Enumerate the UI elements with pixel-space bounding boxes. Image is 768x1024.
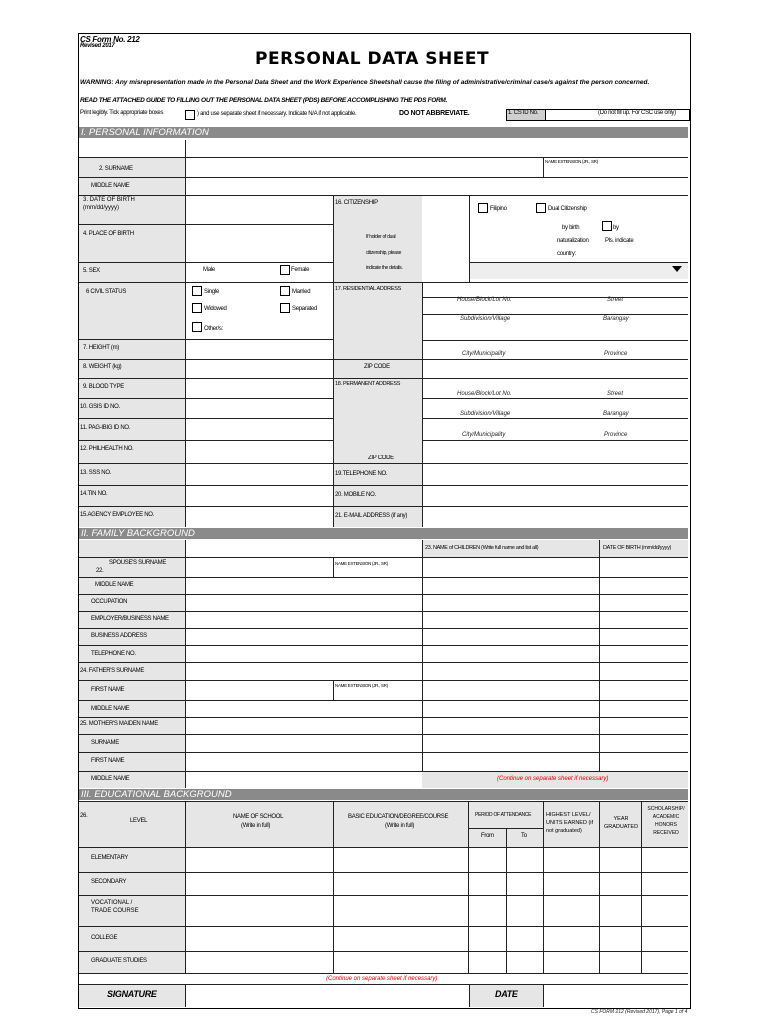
edu-course-sub: (Write in full) bbox=[385, 823, 415, 829]
male-label: Male bbox=[203, 267, 215, 273]
weight-label: 8. WEIGHT (kg) bbox=[83, 364, 122, 370]
father-first-label: FIRST NAME bbox=[91, 687, 125, 693]
business-address-label: BUSINESS ADDRESS bbox=[91, 633, 147, 639]
edu-level-header: LEVEL bbox=[130, 818, 148, 824]
edu-row-secondary: SECONDARY bbox=[91, 879, 127, 885]
signature-label: SIGNATURE bbox=[107, 989, 157, 999]
pagibig-label: 11. PAG-IBIG ID NO. bbox=[80, 425, 131, 431]
edu-num: 26. bbox=[80, 813, 88, 819]
edu-course-header: BASIC EDUCATION/DEGREE/COURSE bbox=[348, 814, 449, 820]
edu-school-sub: (Write in full) bbox=[241, 823, 271, 829]
signature-field[interactable] bbox=[186, 985, 468, 1007]
edu-to-header: To bbox=[521, 833, 527, 839]
by-birth-label: by birth bbox=[562, 225, 580, 231]
res-address-label: 17. RESIDENTIAL ADDRESS bbox=[335, 286, 401, 292]
married-label: Married bbox=[292, 289, 311, 295]
footer-text: CS FORM 212 (Revised 2017), Page 1 of 4 bbox=[591, 1009, 688, 1015]
separated-label: Separated bbox=[292, 306, 317, 312]
edu-school-header: NAME OF SCHOOL bbox=[233, 814, 284, 820]
mother-first-label: FIRST NAME bbox=[91, 758, 125, 764]
tin-label: 14.TIN NO. bbox=[80, 491, 108, 497]
revised-label: Revised 2017 bbox=[80, 43, 115, 49]
edu-honors-header: SCHOLARSHIP/ ACADEMIC HONORS RECEIVED bbox=[647, 806, 685, 836]
employer-label: EMPLOYER/BUSINESS NAME bbox=[91, 616, 169, 622]
by-birth-checkbox[interactable] bbox=[602, 221, 612, 231]
mobile-label: 20. MOBILE NO. bbox=[335, 492, 376, 498]
perm-province-label: Province bbox=[604, 432, 628, 438]
res-subdivision-label: Subdivision/Village bbox=[460, 316, 511, 322]
separated-checkbox[interactable] bbox=[280, 303, 290, 313]
edu-row-elementary: ELEMENTARY bbox=[91, 855, 129, 861]
widowed-checkbox[interactable] bbox=[192, 303, 202, 313]
edu-year-header: YEAR GRADUATED bbox=[603, 816, 639, 830]
mother-surname-label: SURNAME bbox=[91, 740, 119, 746]
cs-id-label: 1. CS ID No. bbox=[508, 110, 539, 116]
res-barangay-label: Barangay bbox=[603, 316, 629, 322]
others-label: Other/s: bbox=[204, 326, 223, 332]
blood-type-label: 9. BLOOD TYPE bbox=[83, 384, 125, 390]
name-ext-label: NAME EXTENSION (JR., SR) bbox=[545, 159, 598, 164]
section-personal-header: I. PERSONAL INFORMATION bbox=[81, 127, 209, 138]
dob-label: 3. DATE OF BIRTH (mm/dd/yyyy) bbox=[83, 197, 135, 211]
perm-zip-label: ZIP CODE bbox=[368, 455, 394, 461]
female-label: Female bbox=[291, 267, 310, 273]
guide-text: READ THE ATTACHED GUIDE TO FILLING OUT THE PERSONAL DATA SHEET (PDS) BEFORE ACCOMPLISHING THE PDS FORM. bbox=[80, 97, 448, 104]
naturalization-label: naturalization bbox=[557, 238, 589, 244]
family-num22: 22. bbox=[96, 568, 104, 574]
dual-note-3: indicate the details. bbox=[366, 265, 403, 271]
by-nat-label: by bbox=[613, 225, 619, 231]
children-dob-label: DATE OF BIRTH (mm/dd/yyyy) bbox=[603, 545, 672, 551]
edu-row-college: COLLEGE bbox=[91, 935, 118, 941]
date-field[interactable] bbox=[544, 985, 688, 1007]
single-label: Single bbox=[204, 289, 219, 295]
agency-label: 15.AGENCY EMPLOYEE NO. bbox=[80, 512, 154, 518]
pls-indicate-label: Pls. indicate bbox=[605, 238, 634, 244]
res-house-label: House/Block/Lot No. bbox=[457, 297, 512, 303]
others-checkbox[interactable] bbox=[192, 322, 202, 332]
form-id: CS Form No. 212 bbox=[80, 35, 140, 44]
perm-address-label: 18. PERMANENT ADDRESS bbox=[335, 381, 401, 387]
perm-street-label: Street bbox=[607, 391, 624, 397]
country-dropdown[interactable] bbox=[469, 262, 688, 279]
civil-status-label: 6 CIVIL STATUS bbox=[86, 289, 127, 295]
edu-row-vocational: VOCATIONAL / TRADE COURSE bbox=[91, 900, 139, 914]
edu-from-header: From bbox=[481, 833, 494, 839]
occupation-label: OCCUPATION bbox=[91, 599, 128, 605]
philhealth-label: 12. PHILHEALTH NO. bbox=[80, 446, 134, 452]
dual-label: Dual Citizenship bbox=[548, 206, 587, 212]
education-continue-note: (Continue on separate sheet if necessary) bbox=[326, 976, 438, 982]
middle-name-label: MIDDLE NAME bbox=[91, 183, 130, 189]
height-label: 7. HEIGHT (m) bbox=[83, 345, 119, 351]
spouse-telephone-label: TELEPHONE NO. bbox=[91, 651, 136, 657]
email-label: 21. E-MAIL ADDRESS (if any) bbox=[335, 513, 408, 519]
tick-box-sample bbox=[185, 110, 195, 120]
csc-use-label: (Do not fill up. For CSC use only) bbox=[598, 110, 676, 116]
separate-sheet-text: ) and use separate sheet if necessary. Indicate N/A if not applicable. bbox=[197, 111, 357, 117]
perm-house-label: House/Block/Lot No. bbox=[457, 391, 512, 397]
country-label: country: bbox=[557, 251, 576, 257]
print-legibly: Print legibly. Tick appropriate boxes bbox=[80, 110, 164, 116]
date-label: DATE bbox=[495, 989, 518, 999]
dual-note-1: If holder of dual bbox=[366, 234, 396, 240]
pob-label: 4. PLACE OF BIRTH bbox=[83, 231, 134, 237]
father-name-ext: NAME EXTENSION (JR., SR) bbox=[335, 683, 388, 688]
res-province-label: Province bbox=[604, 351, 628, 357]
res-zip-label: ZIP CODE bbox=[364, 364, 390, 370]
dual-note-2: citizenship, please bbox=[366, 250, 402, 256]
chevron-down-icon[interactable] bbox=[672, 266, 682, 272]
section-family-header: II. FAMILY BACKGROUND bbox=[81, 528, 195, 539]
citizenship-label: 16. CITIZENSHIP bbox=[335, 200, 378, 206]
spouse-surname-label: SPOUSE'S SURNAME bbox=[109, 560, 167, 566]
spouse-middle-label: MIDDLE NAME bbox=[95, 582, 134, 588]
telephone-label: 19.TELEPHONE NO. bbox=[335, 471, 388, 477]
perm-subdivision-label: Subdivision/Village bbox=[460, 411, 511, 417]
family-continue-note: (Continue on separate sheet if necessary) bbox=[497, 776, 609, 782]
father-middle-label: MIDDLE NAME bbox=[91, 706, 130, 712]
gsis-label: 10. GSIS ID NO. bbox=[80, 404, 120, 410]
married-checkbox[interactable] bbox=[280, 286, 290, 296]
warning-text: WARNING: Any misrepresentation made in the Personal Data Sheet and the Work Experience Sheetshall cause the filing of administrative/criminal case/s against the person concerned. bbox=[80, 79, 650, 86]
surname-label: 2. SURNAME bbox=[99, 166, 133, 172]
mother-middle-label: MIDDLE NAME bbox=[91, 776, 130, 782]
perm-barangay-label: Barangay bbox=[603, 411, 629, 417]
res-street-label: Street bbox=[607, 297, 624, 303]
edu-row-graduate: GRADUATE STUDIES bbox=[91, 958, 147, 964]
mother-label: 25. MOTHER'S MAIDEN NAME bbox=[80, 721, 158, 727]
edu-highest-header: HIGHEST LEVEL/ UNITS EARNED (if not graduated) bbox=[546, 812, 594, 834]
sex-label: 5. SEX bbox=[83, 268, 100, 274]
do-not-abbreviate: DO NOT ABBREVIATE. bbox=[399, 110, 470, 117]
single-checkbox[interactable] bbox=[192, 286, 202, 296]
dual-checkbox[interactable] bbox=[536, 203, 546, 213]
father-surname-label: 24. FATHER'S SURNAME bbox=[80, 668, 145, 674]
perm-city-label: City/Municipality bbox=[462, 432, 506, 438]
sss-label: 13. SSS NO. bbox=[80, 470, 112, 476]
female-checkbox[interactable] bbox=[280, 265, 290, 275]
edu-period-header: PERIOD OF ATTENDANCE bbox=[475, 812, 532, 818]
page-title: PERSONAL DATA SHEET bbox=[255, 49, 490, 69]
widowed-label: Widowed bbox=[204, 306, 227, 312]
filipino-checkbox[interactable] bbox=[478, 203, 488, 213]
children-label: 23. NAME of CHILDREN (Write full name and list all) bbox=[425, 545, 539, 551]
spouse-name-ext: NAME EXTENSION (JR., SR) bbox=[335, 561, 388, 566]
filipino-label: Filipino bbox=[490, 206, 507, 212]
res-city-label: City/Municipality bbox=[462, 351, 506, 357]
section-education-header: III. EDUCATIONAL BACKGROUND bbox=[81, 789, 232, 800]
